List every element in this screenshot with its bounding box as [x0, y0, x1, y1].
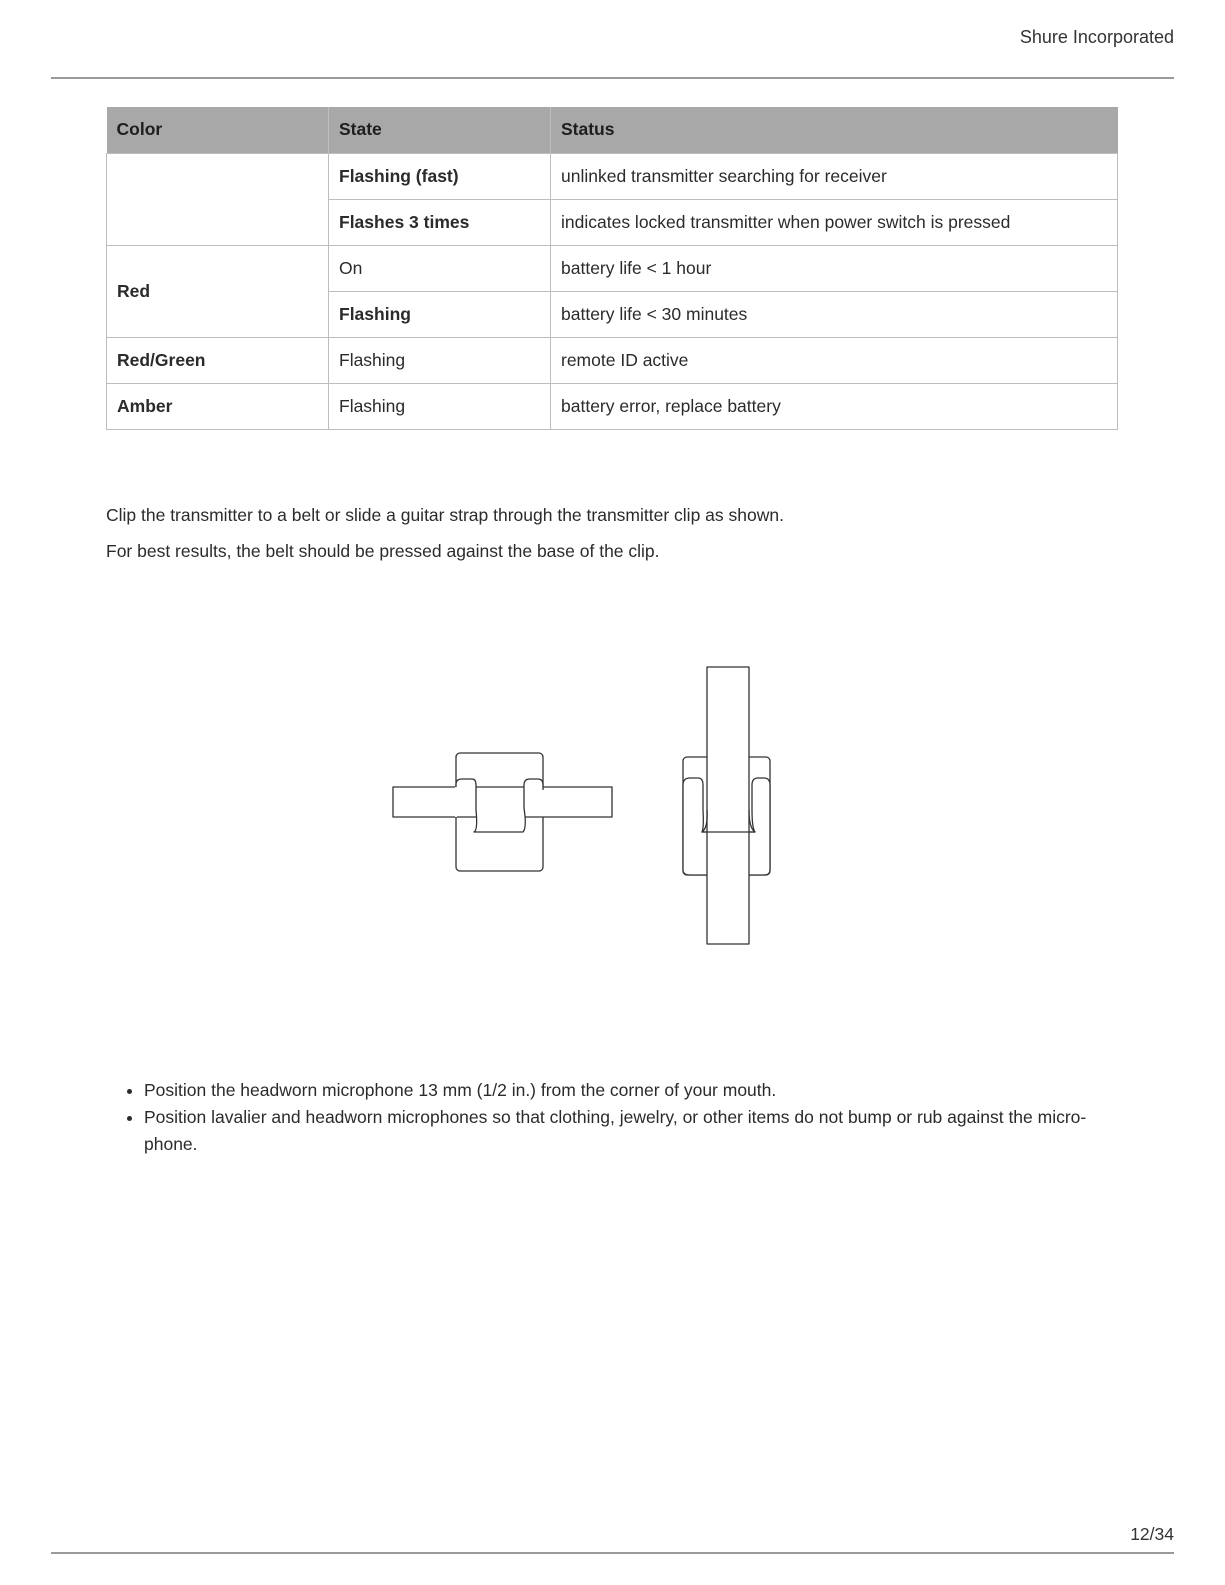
status-cell: battery life < 1 hour	[551, 245, 1118, 291]
guitar-strap-clip-vertical-drawing	[683, 667, 770, 944]
column-header-color: Color	[107, 107, 329, 153]
status-cell: battery life < 30 minutes	[551, 291, 1118, 337]
belt-clip-horizontal-drawing	[393, 753, 612, 871]
state-cell: Flashing	[329, 291, 551, 337]
microphone-tips-list	[106, 1077, 1116, 1158]
status-cell: unlinked transmitter searching for receiver	[551, 153, 1118, 199]
table-row	[107, 153, 1118, 199]
state-cell: On	[329, 245, 551, 291]
color-cell: Amber	[107, 383, 329, 429]
column-header-state: State	[329, 107, 551, 153]
instruction-paragraph: Clip the transmitter to a belt or slide a guitar strap through the transmitter clip as shown.	[106, 505, 784, 525]
column-header-status: Status	[551, 107, 1118, 153]
status-cell: remote ID active	[551, 337, 1118, 383]
list-item: • Position the headworn microphone 13 mm (1/2 in.) from the corner of your mouth.	[144, 1077, 1116, 1104]
table-row	[107, 337, 1118, 383]
instruction-paragraph: For best results, the belt should be pressed against the base of the clip.	[106, 541, 660, 561]
header-company: Shure Incorporated	[1019, 27, 1174, 47]
state-cell: Flashes 3 times	[329, 199, 551, 245]
color-cell: Red/Green	[107, 337, 329, 383]
led-status-table	[106, 107, 1118, 430]
header-rule	[51, 77, 1174, 79]
color-cell: Red	[107, 245, 329, 337]
status-cell: indicates locked transmitter when power switch is pressed	[551, 199, 1118, 245]
footer-rule	[51, 1552, 1174, 1554]
state-cell: Flashing (fast)	[329, 153, 551, 199]
belt-clip-illustration	[380, 660, 800, 960]
status-cell: battery error, replace battery	[551, 383, 1118, 429]
page-number: 12/34	[1130, 1524, 1174, 1544]
table-row	[107, 383, 1118, 429]
state-cell: Flashing	[329, 383, 551, 429]
table-row	[107, 245, 1118, 291]
color-cell-empty	[107, 153, 329, 245]
state-cell: Flashing	[329, 337, 551, 383]
table-header-row	[107, 107, 1118, 153]
list-item: • Position lavalier and headworn microphones so that clothing, jewelry, or other items do not bump or rub against the micro-phone.	[144, 1104, 1116, 1158]
